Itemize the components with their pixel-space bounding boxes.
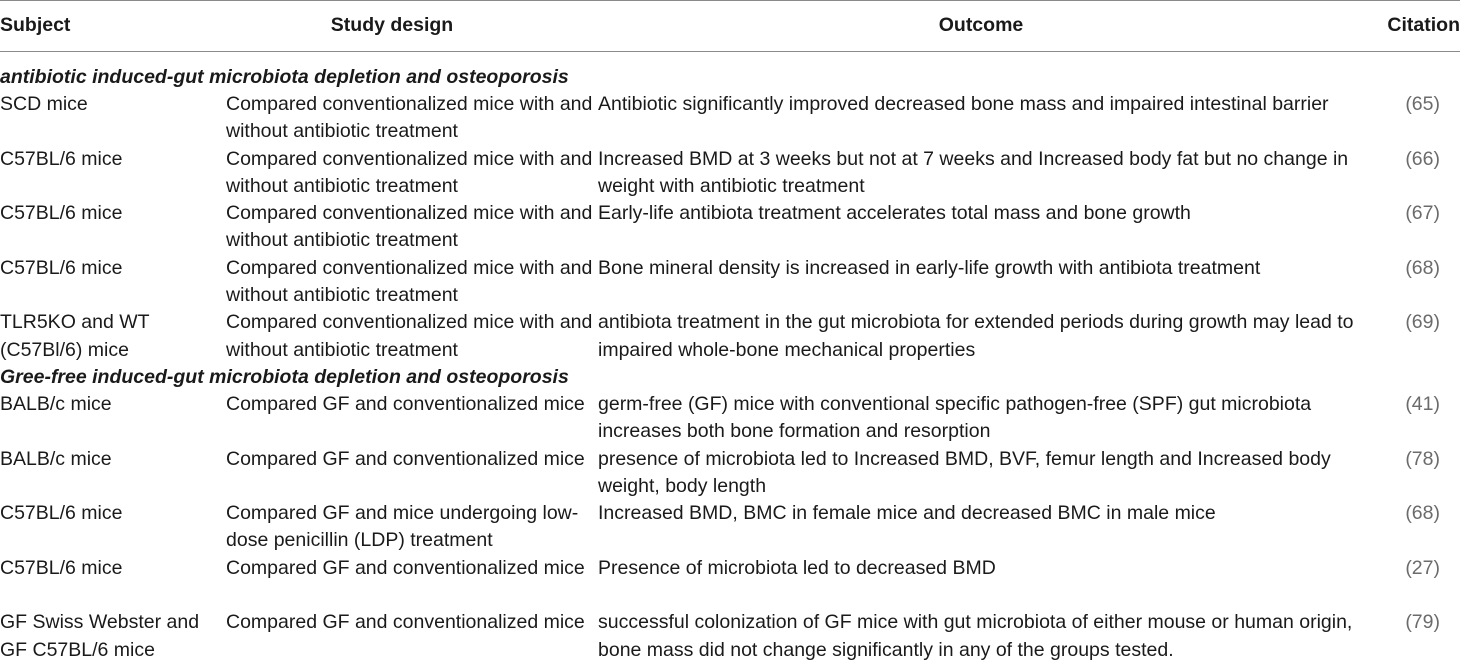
cell-outcome: presence of microbiota led to Increased BMD, BVF, femur length and Increased body weight, body length xyxy=(598,447,1331,497)
cell-citation[interactable]: (79) xyxy=(1405,611,1440,634)
cell-citation[interactable]: (68) xyxy=(1405,502,1440,525)
cell-study-design: Compared GF and conventionalized mice xyxy=(226,611,585,634)
cell-study-design: Compared conventionalized mice with and without antibiotic treatment xyxy=(226,256,593,307)
cell-outcome: Bone mineral density is increased in early-life growth with antibiota treatment xyxy=(598,256,1261,279)
cell-citation[interactable]: (65) xyxy=(1405,93,1440,115)
cell-citation[interactable]: (27) xyxy=(1405,556,1440,579)
section-heading-row xyxy=(0,52,1460,92)
cell-citation[interactable]: (66) xyxy=(1405,147,1440,170)
cell-subject: GF Swiss Webster and GF C57BL/6 mice xyxy=(0,611,200,661)
cell-subject: C57BL/6 mice xyxy=(0,502,123,525)
table-row xyxy=(0,91,1460,146)
header-citation: Citation xyxy=(1387,14,1460,37)
table-row xyxy=(0,555,1460,610)
header-subject: Subject xyxy=(0,14,71,37)
cell-subject: BALB/c mice xyxy=(0,447,112,470)
cell-study-design: Compared conventionalized mice with and without antibiotic treatment xyxy=(226,93,593,143)
header-row xyxy=(0,1,1460,52)
section-heading-row xyxy=(0,364,1460,391)
cell-subject: TLR5KO and WT (C57Bl/6) mice xyxy=(0,311,150,361)
header-study-design: Study design xyxy=(330,14,454,37)
table-row xyxy=(0,255,1460,310)
cell-outcome: Antibiotic significantly improved decreased bone mass and impaired intestinal barrier xyxy=(598,93,1329,115)
cell-study-design: Compared conventionalized mice with and without antibiotic treatment xyxy=(226,202,593,252)
cell-subject: C57BL/6 mice xyxy=(0,556,123,579)
table-header xyxy=(0,1,1460,52)
cell-outcome: Presence of microbiota led to decreased BMD xyxy=(598,556,996,579)
cell-study-design: Compared conventionalized mice with and without antibiotic treatment xyxy=(226,147,593,197)
cell-subject: BALB/c mice xyxy=(0,392,112,415)
header-outcome: Outcome xyxy=(938,14,1024,37)
cell-outcome: germ-free (GF) mice with conventional specific pathogen-free (SPF) gut microbiota increases both bone formation and resorption xyxy=(598,392,1312,443)
cell-study-design: Compared GF and conventionalized mice xyxy=(226,392,585,415)
cell-citation[interactable]: (69) xyxy=(1405,311,1440,334)
cell-citation[interactable]: (68) xyxy=(1405,256,1440,279)
cell-subject: C57BL/6 mice xyxy=(0,202,123,225)
cell-outcome: Early-life antibiota treatment accelerates total mass and bone growth xyxy=(598,202,1191,225)
table-row xyxy=(0,391,1460,446)
cell-citation[interactable]: (67) xyxy=(1405,202,1440,225)
cell-outcome: Increased BMD, BMC in female mice and decreased BMC in male mice xyxy=(598,502,1216,525)
section-title: antibiotic induced-gut microbiota depletion and osteoporosis xyxy=(0,66,569,88)
cell-outcome: successful colonization of GF mice with gut microbiota of either mouse or human origin, bone mass did not change significantly in any of the groups tested. xyxy=(598,611,1353,661)
cell-study-design: Compared GF and mice undergoing low-dose penicillin (LDP) treatment xyxy=(226,502,579,552)
cell-subject: C57BL/6 mice xyxy=(0,147,123,170)
cell-subject: C57BL/6 mice xyxy=(0,256,123,279)
cell-study-design: Compared GF and conventionalized mice xyxy=(226,556,585,579)
table-row xyxy=(0,609,1460,664)
cell-outcome: antibiota treatment in the gut microbiota for extended periods during growth may lead to impaired whole-bone mechanical properties xyxy=(598,311,1354,361)
cell-subject: SCD mice xyxy=(0,93,88,115)
table-row xyxy=(0,500,1460,555)
table-row xyxy=(0,309,1460,364)
cell-citation[interactable]: (78) xyxy=(1405,447,1440,470)
cell-study-design: Compared GF and conventionalized mice xyxy=(226,447,585,470)
table-row xyxy=(0,146,1460,201)
section-title: Gree-free induced-gut microbiota depletion and osteoporosis xyxy=(0,365,569,388)
cell-citation[interactable]: (41) xyxy=(1405,392,1440,415)
table-row xyxy=(0,446,1460,501)
table-row xyxy=(0,200,1460,255)
cell-study-design: Compared conventionalized mice with and without antibiotic treatment xyxy=(226,311,593,361)
table-body xyxy=(0,52,1460,664)
cell-outcome: Increased BMD at 3 weeks but not at 7 weeks and Increased body fat but no change in weight with antibiotic treatment xyxy=(598,147,1349,197)
